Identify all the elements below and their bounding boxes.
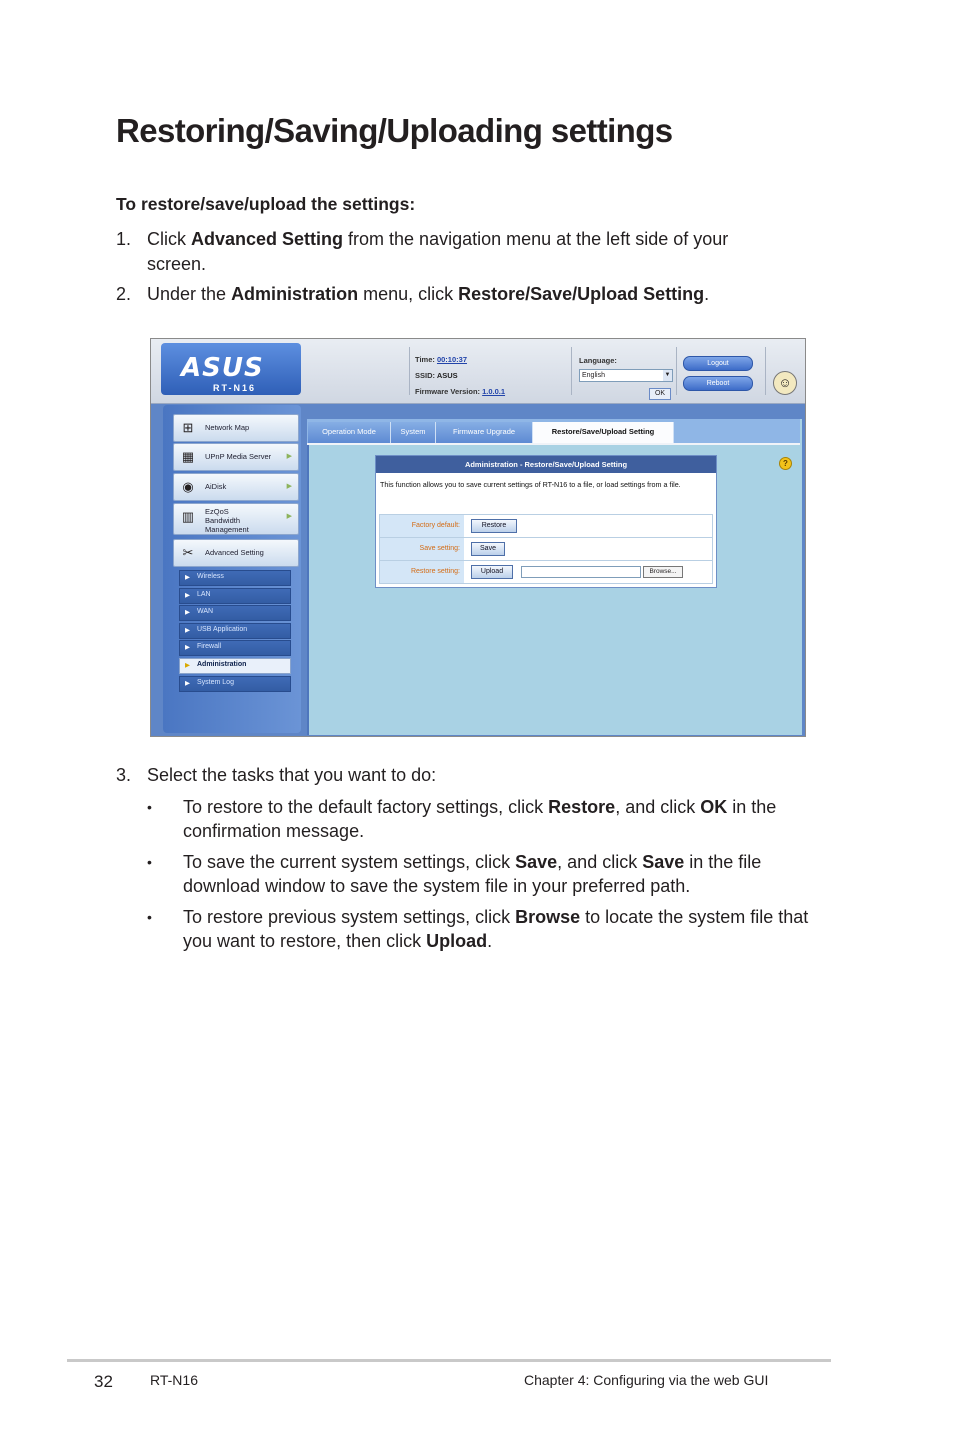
- network-map-icon: ⊞: [182, 420, 194, 435]
- page-title: Restoring/Saving/Uploading settings: [116, 112, 673, 149]
- submenu-wireless[interactable]: ▶ Wireless: [179, 570, 291, 586]
- browse-button[interactable]: Browse...: [643, 566, 683, 578]
- help-icon[interactable]: ?: [779, 457, 792, 470]
- submenu-usb-application[interactable]: ▶ USB Application: [179, 623, 291, 639]
- submenu-firewall[interactable]: ▶ Firewall: [179, 640, 291, 656]
- row-restore-setting: Restore setting: Upload Browse...: [379, 560, 713, 584]
- submenu-system-log[interactable]: ▶ System Log: [179, 676, 291, 692]
- settings-panel: [375, 455, 717, 588]
- chevron-down-icon: ▼: [663, 370, 672, 381]
- submenu-lan[interactable]: ▶ LAN: [179, 588, 291, 604]
- page-number: 32: [94, 1372, 113, 1391]
- firmware-version[interactable]: 1.0.0.1: [482, 387, 506, 396]
- step-1: 1. Click Advanced Setting from the navigation menu at the left side of your screen.: [116, 229, 729, 274]
- tab-restore-save-upload[interactable]: Restore/Save/Upload Setting: [533, 422, 674, 443]
- bullet-save: • To save the current system settings, click Save, and click Save in the file download window to save the system file in your preferred path.: [147, 852, 762, 896]
- disk-icon: ◉: [182, 479, 194, 494]
- submenu-wan[interactable]: ▶ WAN: [179, 605, 291, 621]
- ok-button[interactable]: OK: [649, 388, 671, 400]
- save-button[interactable]: Save: [471, 542, 505, 556]
- time-value[interactable]: 00:10:37: [436, 355, 467, 364]
- row-factory-default: Factory default: Restore: [379, 514, 713, 538]
- media-server-icon: ▦: [181, 449, 195, 464]
- footer-divider: [67, 1359, 831, 1362]
- router-gui-screenshot: [150, 338, 806, 737]
- submenu-administration[interactable]: ▶ Administration: [179, 658, 291, 674]
- tab-system[interactable]: System: [391, 422, 436, 443]
- gui-header: ASUS RT-N16 Time: 00:10:37 SSID: ASUS Firmware Version: 1.0.0.1 Language: English ▼ OK Logout Reboot ☺: [151, 339, 805, 404]
- language-label: Language:: [579, 356, 617, 365]
- asus-logo-box: [161, 343, 301, 395]
- step-2: 2. Under the Administration menu, click Restore/Save/Upload Setting.: [116, 284, 710, 304]
- tools-icon: ✂: [182, 545, 194, 560]
- tab-operation-mode[interactable]: Operation Mode: [308, 422, 391, 443]
- bullet-restore: • To restore to the default factory settings, click Restore, and click OK in the confirmation message.: [147, 797, 777, 841]
- asus-logo: ASUS: [181, 353, 264, 383]
- language-select[interactable]: English ▼: [579, 369, 673, 382]
- model-name: RT-N16: [213, 383, 257, 393]
- menu-network-map[interactable]: ⊞ Network Map: [173, 414, 299, 442]
- footer-model: RT-N16: [150, 1372, 198, 1388]
- logout-button[interactable]: Logout: [683, 356, 753, 371]
- menu-advanced-setting[interactable]: ✂ Advanced Setting: [173, 539, 299, 567]
- upload-button[interactable]: Upload: [471, 565, 513, 579]
- menu-ezqos[interactable]: ▥ EzQoS Bandwidth Management ▶: [173, 503, 299, 535]
- step-3: 3. Select the tasks that you want to do:: [116, 765, 437, 785]
- tab-firmware-upgrade[interactable]: Firmware Upgrade: [436, 422, 533, 443]
- chevron-right-icon: ▶: [286, 483, 292, 490]
- chevron-right-icon: ▶: [286, 513, 292, 520]
- bullet-upload: • To restore previous system settings, click Browse to locate the system file that you want to restore, then click Upload.: [147, 907, 809, 951]
- file-path-input[interactable]: [521, 566, 641, 578]
- panel-title: Administration - Restore/Save/Upload Setting: [376, 456, 716, 473]
- footer-chapter: Chapter 4: Configuring via the web GUI: [524, 1372, 769, 1388]
- mascot-icon: ☺: [773, 371, 797, 395]
- menu-aidisk[interactable]: ◉ AiDisk ▶: [173, 473, 299, 501]
- reboot-button[interactable]: Reboot: [683, 376, 753, 391]
- panel-description: This function allows you to save current settings of RT-N16 to a file, or load settings from a file.: [380, 480, 681, 489]
- chevron-right-icon: ▶: [286, 453, 292, 460]
- restore-button[interactable]: Restore: [471, 519, 517, 533]
- section-subhead: To restore/save/upload the settings:: [116, 194, 416, 214]
- ssid-value: ASUS: [436, 371, 458, 380]
- menu-upnp-media-server[interactable]: ▦ UPnP Media Server ▶: [173, 443, 299, 471]
- qos-icon: ▥: [181, 509, 195, 524]
- row-save-setting: Save setting: Save: [379, 537, 713, 561]
